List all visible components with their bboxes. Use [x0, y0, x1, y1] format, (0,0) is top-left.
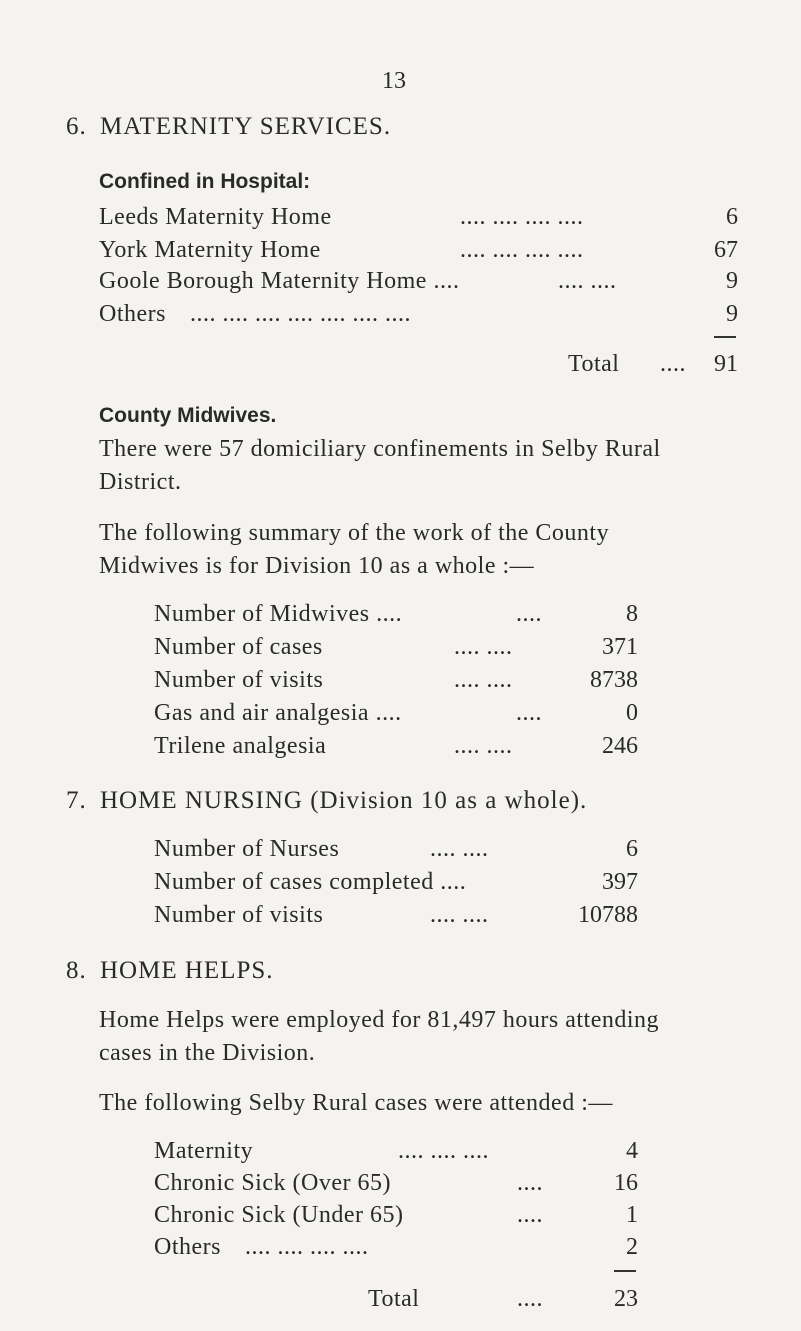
total-rule [714, 336, 736, 338]
case-dots: .... .... .... .... [245, 1234, 369, 1260]
confined-in-hospital-heading: Confined in Hospital: [99, 170, 311, 193]
stat-value: 8738 [590, 667, 638, 693]
total-label: Total [368, 1286, 420, 1312]
paragraph-line: Midwives is for Division 10 as a whole :— [99, 553, 535, 579]
case-value: 16 [614, 1170, 638, 1196]
hospital-value: 6 [726, 204, 738, 230]
stat-dots: .... .... [430, 836, 489, 862]
section-7-number: 7. [66, 787, 87, 814]
case-value: 1 [626, 1202, 638, 1228]
stat-label: Number of Midwives .... [154, 601, 403, 627]
stat-label: Trilene analgesia [154, 733, 327, 759]
stat-dots: .... [516, 700, 542, 726]
hospital-value: 9 [726, 301, 738, 327]
stat-value: 10788 [578, 902, 638, 928]
stat-dots: .... .... [430, 902, 489, 928]
stat-value: 397 [602, 869, 638, 895]
hospital-dots: .... .... .... .... [460, 237, 584, 263]
stat-label: Number of visits [154, 902, 324, 928]
hospital-dots: .... .... [558, 268, 617, 294]
paragraph-line: District. [99, 469, 182, 495]
case-label: Chronic Sick (Over 65) [154, 1170, 391, 1196]
total-rule [614, 1270, 636, 1272]
paragraph-line: cases in the Division. [99, 1040, 316, 1066]
section-7-heading: HOME NURSING (Division 10 as a whole). [100, 787, 588, 814]
stat-dots: .... .... [454, 667, 513, 693]
stat-label: Number of cases [154, 634, 323, 660]
hospital-dots: .... .... .... .... [460, 204, 584, 230]
hospital-dots: .... .... .... .... .... .... .... [190, 301, 411, 327]
case-dots: .... .... .... [398, 1138, 489, 1164]
hospital-value: 67 [714, 237, 738, 263]
total-label: Total [568, 351, 620, 377]
stat-value: 246 [602, 733, 638, 759]
hospital-label: Goole Borough Maternity Home .... [99, 268, 460, 294]
stat-dots: .... [516, 601, 542, 627]
paragraph-line: The following summary of the work of the County [99, 520, 610, 546]
hospital-label: York Maternity Home [99, 237, 321, 263]
case-label: Others [154, 1234, 221, 1260]
case-label: Chronic Sick (Under 65) [154, 1202, 404, 1228]
stat-value: 0 [626, 700, 638, 726]
total-dots: .... [517, 1286, 543, 1312]
hospital-label: Others [99, 301, 166, 327]
case-value: 4 [626, 1138, 638, 1164]
stat-value: 371 [602, 634, 638, 660]
hospital-value: 9 [726, 268, 738, 294]
stat-dots: .... .... [454, 733, 513, 759]
section-8-heading: HOME HELPS. [100, 957, 274, 984]
paragraph-line: Home Helps were employed for 81,497 hours attending [99, 1007, 660, 1033]
stat-value: 6 [626, 836, 638, 862]
stat-label: Number of cases completed .... [154, 869, 467, 895]
county-midwives-heading: County Midwives. [99, 404, 277, 427]
hospital-label: Leeds Maternity Home [99, 204, 332, 230]
case-dots: .... [517, 1202, 543, 1228]
stat-dots: .... .... [454, 634, 513, 660]
case-value: 2 [626, 1234, 638, 1260]
case-dots: .... [517, 1170, 543, 1196]
stat-label: Number of visits [154, 667, 324, 693]
stat-label: Number of Nurses [154, 836, 340, 862]
section-6-heading: MATERNITY SERVICES. [100, 113, 392, 140]
total-value: 91 [714, 351, 738, 377]
paragraph-line: The following Selby Rural cases were attended :— [99, 1090, 613, 1116]
page-number: 13 [382, 68, 406, 94]
case-label: Maternity [154, 1138, 254, 1164]
total-dots: .... [660, 351, 686, 377]
total-value: 23 [614, 1286, 638, 1312]
section-6-number: 6. [66, 113, 87, 140]
stat-label: Gas and air analgesia .... [154, 700, 402, 726]
paragraph-line: There were 57 domiciliary confinements in Selby Rural [99, 436, 661, 462]
stat-value: 8 [626, 601, 638, 627]
section-8-number: 8. [66, 957, 87, 984]
